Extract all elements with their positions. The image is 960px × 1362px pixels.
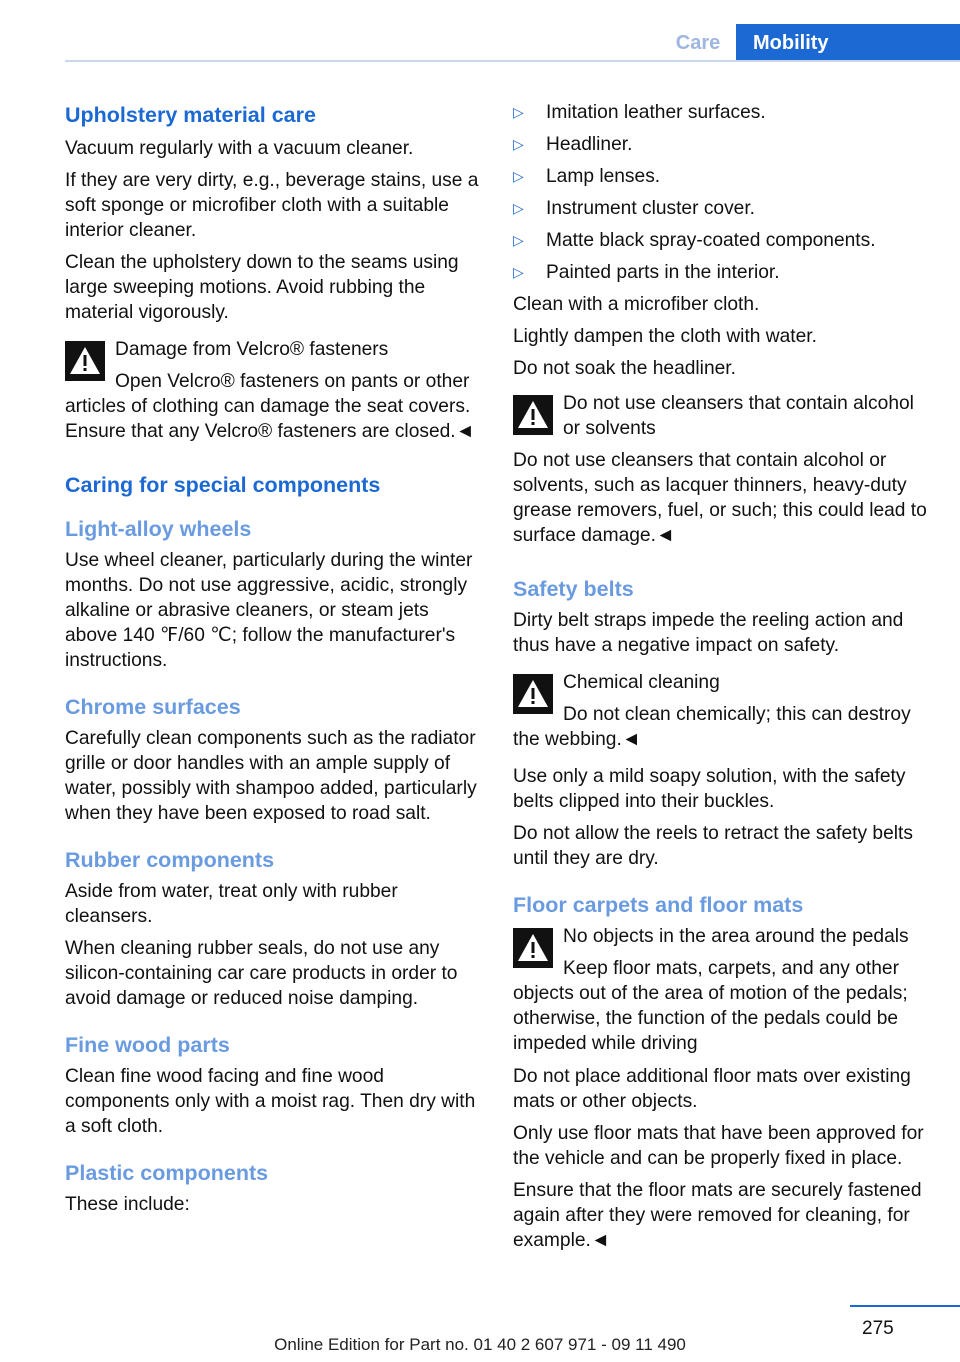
header-divider (65, 60, 960, 62)
list-item: ▷ Instrument cluster cover. (513, 198, 756, 219)
warning-velcro (65, 337, 483, 444)
heading-floor-carpets: Floor carpets and floor mats (513, 893, 804, 917)
warning-body: Open Velcro® fasteners on pants or other articles of clothing can damage the seat covers. Ensure that any Velcro® fasteners are closed.◄ (65, 371, 475, 442)
warning-triangle-icon (513, 674, 553, 714)
tab-mobility[interactable]: Mobility (736, 24, 960, 62)
paragraph: When cleaning rubber seals, do not use any silicon-containing car care products in order to avoid damage or reduced noise damping. (65, 938, 458, 1009)
triangle-bullet-icon: ▷ (513, 232, 524, 248)
paragraph: Clean fine wood facing and fine wood components only with a moist rag. Then dry with a soft cloth. (65, 1066, 476, 1137)
heading-fine-wood-parts: Fine wood parts (65, 1033, 230, 1057)
paragraph: Clean with a microfiber cloth. (513, 294, 760, 315)
triangle-bullet-icon: ▷ (513, 136, 524, 152)
heading-plastic-components: Plastic components (65, 1161, 269, 1185)
heading-special-components: Caring for special components (65, 473, 381, 497)
paragraph: Ensure that the floor mats are securely fastened again after they were removed for cleaning, for example.◄ (513, 1180, 922, 1251)
triangle-bullet-icon: ▷ (513, 168, 524, 184)
tab-care[interactable]: Care (675, 32, 721, 54)
page-number: 275 (862, 1318, 894, 1339)
right-column (513, 100, 933, 1260)
paragraph: If they are very dirty, e.g., beverage stains, use a soft sponge or microfiber cloth with a suitable interior cleaner. (65, 170, 479, 241)
paragraph: Carefully clean components such as the radiator grille or door handles with an ample supply of water, possibly with shampoo added, particularly when they have been exposed to road salt. (65, 728, 477, 824)
warning-body: Do not use cleansers that contain alcohol or solvents, such as lacquer thinners, heavy-duty grease removers, fuel, or such; this could lead to surface damage.◄ (513, 450, 927, 546)
heading-upholstery: Upholstery material care (65, 103, 316, 127)
list-item: ▷ Matte black spray-coated components. (513, 230, 876, 251)
paragraph: Use wheel cleaner, particularly during the winter months. Do not use aggressive, acidic, strongly alkaline or abrasive cleaners, or steam jets above 140 ℉/60 ℃; follow the manufacturer's instructions. (65, 550, 473, 671)
warning-cleansers (513, 391, 933, 548)
paragraph: Lightly dampen the cloth with water. (513, 326, 817, 347)
heading-light-alloy-wheels: Light-alloy wheels (65, 517, 252, 541)
warning-title: Damage from Velcro® fasteners (115, 339, 389, 360)
warning-pedals (513, 924, 933, 1056)
list-item: ▷ Lamp lenses. (513, 166, 661, 187)
plastic-components-list (513, 100, 933, 285)
list-item: ▷ Imitation leather surfaces. (513, 102, 766, 123)
warning-title: Do not use cleansers that contain alcohol or solvents (563, 393, 914, 439)
warning-body: Do not clean chemically; this can destroy the webbing.◄ (513, 704, 911, 750)
paragraph: Clean the upholstery down to the seams using large sweeping motions. Avoid rubbing the material vigorously. (65, 252, 459, 323)
warning-body: Keep floor mats, carpets, and any other objects out of the area of motion of the pedals; otherwise, the function of the pedals could be impeded while driving (513, 958, 908, 1054)
heading-rubber-components: Rubber components (65, 848, 275, 872)
list-item: ▷ Headliner. (513, 134, 633, 155)
heading-chrome-surfaces: Chrome surfaces (65, 695, 241, 719)
edition-footer: Online Edition for Part no. 01 40 2 607 971 - 09 11 490 (274, 1335, 686, 1354)
warning-triangle-icon (513, 395, 553, 435)
paragraph: Dirty belt straps impede the reeling action and thus have a negative impact on safety. (513, 610, 904, 656)
left-column (65, 100, 483, 1224)
paragraph: Do not place additional floor mats over existing mats or other objects. (513, 1066, 911, 1112)
page-header (0, 0, 960, 64)
triangle-bullet-icon: ▷ (513, 200, 524, 216)
paragraph: Use only a mild soapy solution, with the safety belts clipped into their buckles. (513, 766, 906, 812)
paragraph: Do not soak the headliner. (513, 358, 736, 379)
paragraph: These include: (65, 1194, 190, 1215)
warning-chemical-cleaning (513, 670, 933, 752)
warning-triangle-icon (513, 928, 553, 968)
heading-safety-belts: Safety belts (513, 577, 634, 601)
paragraph: Vacuum regularly with a vacuum cleaner. (65, 138, 414, 159)
paragraph: Aside from water, treat only with rubber cleansers. (65, 881, 398, 927)
triangle-bullet-icon: ▷ (513, 104, 524, 120)
paragraph: Only use floor mats that have been approved for the vehicle and can be properly fixed in place. (513, 1123, 924, 1169)
warning-title: Chemical cleaning (563, 672, 720, 693)
triangle-bullet-icon: ▷ (513, 264, 524, 280)
warning-title: No objects in the area around the pedals (563, 926, 909, 947)
list-item: ▷ Painted parts in the interior. (513, 262, 780, 283)
footer-divider (850, 1305, 960, 1307)
paragraph: Do not allow the reels to retract the safety belts until they are dry. (513, 823, 913, 869)
warning-triangle-icon (65, 341, 105, 381)
